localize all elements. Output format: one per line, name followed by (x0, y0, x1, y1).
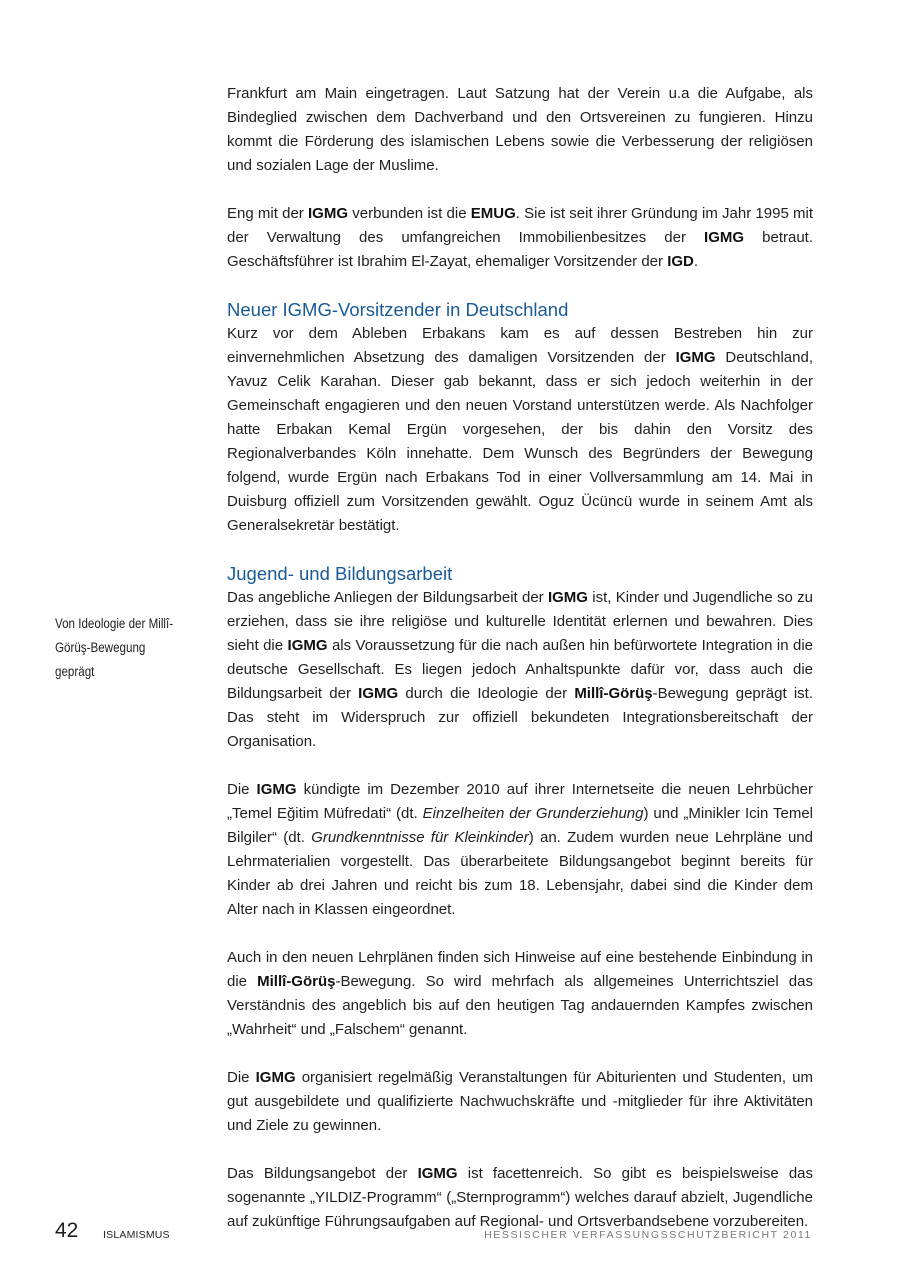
paragraph-yildiz: Das Bildungsangebot der IGMG ist facettenreich. So gibt es beispielsweise das sogenannte „YILDIZ-Programm“ („Sternprogramm“) welches darauf abzielt, Jugendliche auf zukünftige Führungsaufgaben auf Regional- und Ortsverbandsebene vorzubereiten. (227, 1165, 814, 1230)
paragraph-emug: Eng mit der IGMG verbunden ist die EMUG. Sie ist seit ihrer Gründung im Jahr 1995 mit der Verwaltung des umfangreichen Immobilienbesitzes der IGMG betraut. Geschäftsführer ist Ibrahim El-Zayat, ehemaliger Vorsitzender der IGD. (227, 205, 813, 270)
section-label: ISLAMISMUS (103, 1229, 170, 1241)
main-text-column (227, 82, 813, 1258)
margin-note-line-2: Görüş-Bewegung geprägt (55, 640, 146, 679)
term-emug: EMUG (470, 205, 516, 222)
report-title: HESSISCHER VERFASSUNGSSCHUTZBERICHT 2011 (484, 1229, 812, 1241)
page-number: 42 (55, 1219, 79, 1242)
paragraph-verein: Frankfurt am Main eingetragen. Laut Satzung hat der Verein u.a die Aufgabe, als Bindeglied zwischen dem Dachverband und den Ortsvereinen zu fungieren. Hinzu kommt die Förderung des islamischen Lebens sowie die Verbesserung der religiösen und sozialen Lage der Muslime. (227, 85, 813, 174)
paragraph-veranstaltungen: Die IGMG organisiert regelmäßig Veranstaltungen für Abiturienten und Studenten, um gut ausgebildete und qualifizierte Nachwuchskräfte und -mitglieder für ihre Aktivitäten und Ziele zu gewinnen. (227, 1069, 813, 1134)
term-igmg: IGMG (358, 685, 399, 702)
term-milli-gorus: Millî-Görüş (574, 685, 653, 702)
paragraph-lehrplaene: Auch in den neuen Lehrplänen finden sich Hinweise auf eine bestehende Einbindung in die Millî-Görüş-Bewegung. So wird mehrfach als allgemeines Unterrichtsziel das Verständnis des angeblich bis auf den heutigen Tag andauernden Kampfes zwischen „Wahrheit“ und „Falschem“ genannt. (227, 949, 813, 1038)
book-translation-1: Einzelheiten der Grunderziehung (422, 805, 644, 822)
term-milli-gorus: Millî-Görüş (257, 973, 336, 990)
heading-jugend-bildungsarbeit: Jugend- und Bildungsarbeit (227, 563, 453, 584)
term-igmg: IGMG (675, 349, 716, 366)
term-igmg: IGMG (547, 589, 588, 606)
heading-neuer-vorsitzender: Neuer IGMG-Vorsitzender in Deutschland (227, 299, 569, 320)
paragraph-lehrbuecher: Die IGMG kündigte im Dezember 2010 auf ihrer Internetseite die neuen Lehrbücher „Temel Eğitim Müfredati“ (dt. Einzelheiten der Grunderziehung) und „Minikler Icin Temel Bilgiler“ (dt. Grundkenntnisse für Kleinkinder) an. Zudem wurden neue Lehrpläne und Lehrmaterialien vorgestellt. Das überarbeitete Bildungsangebot beginnt bereits für Kinder ab drei Jahren und reicht bis zum 18. Lebensjahr, dabei sind die Kinder dem Alter nach in Klassen eingeordnet. (227, 781, 814, 918)
term-igd: IGD (667, 253, 694, 270)
margin-note-line-1: Von Ideologie der Millî- (55, 616, 174, 631)
term-igmg: IGMG (308, 205, 349, 222)
book-translation-2: Grundkenntnisse für Kleinkinder (311, 829, 529, 846)
term-igmg: IGMG (256, 781, 297, 798)
term-igmg: IGMG (287, 637, 328, 654)
margin-note (55, 612, 184, 684)
term-igmg: IGMG (704, 229, 745, 246)
term-igmg: IGMG (255, 1069, 296, 1086)
paragraph-vorsitzender: Kurz vor dem Ableben Erbakans kam es auf dessen Bestreben hin zur einvernehmlichen Absetzung des damaligen Vorsitzenden der IGMG Deutschland, Yavuz Celik Karahan. Dieser gab bekannt, dass er sich jedoch weiterhin in der Gemeinschaft engagieren und den neuen Vorstand unterstützen werde. Als Nachfolger hatte Erbakan Kemal Ergün vorgesehen, der bis dahin den Vorsitz des Regionalverbandes Köln innehatte. Dem Wunsch des Begründers der Bewegung folgend, wurde Ergün nach Erbakans Tod in einer Vollversammlung am 14. Mai in Duisburg offiziell zum Vorsitzenden gewählt. Oguz Ücüncü wurde in seinem Amt als Generalsekretär bestätigt. (227, 325, 813, 534)
paragraph-bildungsarbeit: Das angebliche Anliegen der Bildungsarbeit der IGMG ist, Kinder und Jugendliche so zu erziehen, dass sie ihre religiöse und kulturelle Identität erlernen und bewahren. Dies sieht die IGMG als Voraussetzung für die nach außen hin befürwortete Integration in die deutsche Gesellschaft. Es liegen jedoch Anhaltspunkte dafür vor, dass auch die Bildungsarbeit der IGMG durch die Ideologie der Millî-Görüş-Bewegung geprägt ist. Das steht im Widerspruch zur offiziell bekundeten Integrationsbereitschaft der Organisation. (227, 589, 813, 750)
term-igmg: IGMG (417, 1165, 458, 1182)
